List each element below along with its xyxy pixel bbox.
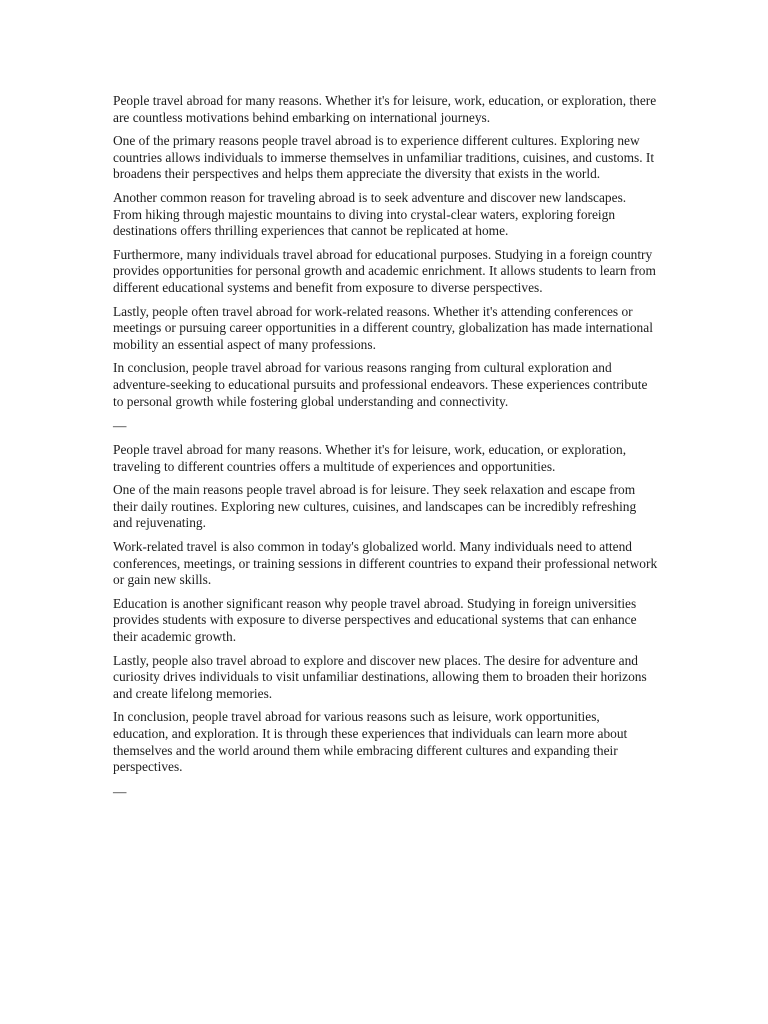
paragraph: Another common reason for traveling abroad is to seek adventure and discover new landscapes. From hiking through majestic mountains to diving into crystal-clear waters, exploring foreign destinations offers thrilling experiences that cannot be replicated at home.	[113, 189, 627, 239]
paragraph: In conclusion, people travel abroad for various reasons ranging from cultural exploration and adventure-seeking to educational pursuits and professional endeavors. These experiences contribute to personal growth while fostering global understanding and connectivity.	[113, 360, 648, 409]
essay-section-2	[113, 442, 658, 800]
paragraph: Work-related travel is also common in today's globalized world. Many individuals need to attend conferences, meetings, or training sessions in different countries to expand their professional network or gain new skills.	[113, 539, 658, 588]
essay-section-1	[113, 93, 658, 434]
paragraph: One of the main reasons people travel abroad is for leisure. They seek relaxation and escape from their daily routines. Exploring new cultures, cuisines, and landscapes can be incredibly refreshing and rejuvenating.	[113, 482, 637, 531]
paragraph: In conclusion, people travel abroad for various reasons such as leisure, work opportunities, education, and exploration. It is through these experiences that individuals can learn more about themselves and the world around them while embracing different cultures and expanding their perspectives.	[113, 709, 628, 775]
paragraph: People travel abroad for many reasons. Whether it's for leisure, work, education, or exploration, traveling to different countries offers a multitude of experiences and opportunities.	[113, 442, 627, 474]
paragraph: Education is another significant reason why people travel abroad. Studying in foreign universities provides students with exposure to diverse perspectives and educational systems that can enhance their academic growth.	[113, 595, 637, 645]
paragraph: Lastly, people also travel abroad to explore and discover new places. The desire for adventure and curiosity drives individuals to visit unfamiliar destinations, allowing them to broaden their horizons and create lifelong memories.	[113, 652, 647, 701]
paragraph: People travel abroad for many reasons. Whether it's for leisure, work, education, or exploration, there are countless motivations behind embarking on international journeys.	[113, 93, 657, 125]
section-separator: —	[113, 418, 127, 434]
section-separator: —	[113, 783, 127, 799]
paragraph: Furthermore, many individuals travel abroad for educational purposes. Studying in a foreign country provides opportunities for personal growth and academic enrichment. It allows students to learn from different educational systems and benefit from exposure to diverse perspectives.	[113, 246, 656, 295]
document-page	[113, 93, 658, 808]
paragraph: One of the primary reasons people travel abroad is to experience different cultures. Exploring new countries allows individuals to immerse themselves in unfamiliar traditions, cuisines, and customs. It broadens their perspectives and helps them appreciate the diversity that exists in the world.	[113, 133, 655, 182]
paragraph: Lastly, people often travel abroad for work-related reasons. Whether it's attending conferences or meetings or pursuing career opportunities in a different country, globalization has made international mobility an essential aspect of many professions.	[113, 303, 653, 352]
